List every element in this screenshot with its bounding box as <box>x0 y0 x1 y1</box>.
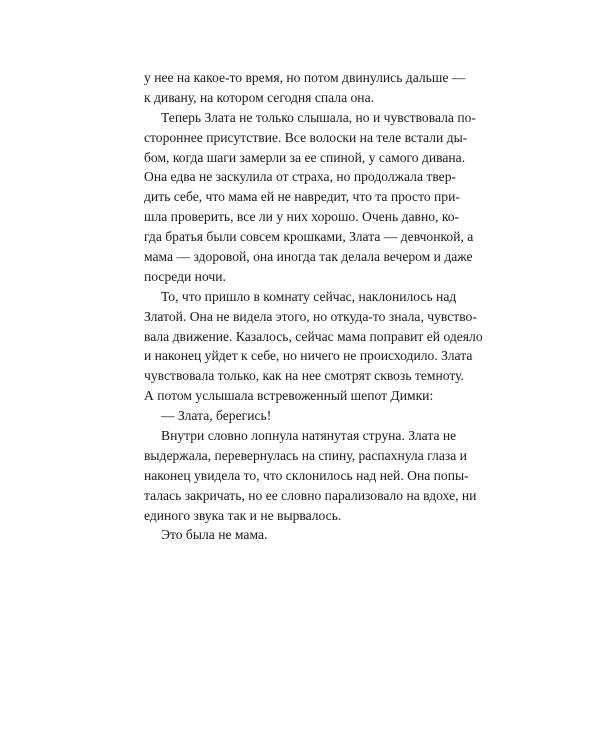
text-line: дить себе, что мама ей не навредит, что та просто при- <box>144 189 460 205</box>
text-line: шла проверить, все ли у них хорошо. Очень давно, ко- <box>144 209 460 225</box>
text-line: мама — здоровой, она иногда так делала вечером и даже <box>144 249 473 265</box>
text-line: талась закричать, но ее словно парализовало на вдохе, ни <box>144 487 477 503</box>
text-line: Внутри словно лопнула натянутая струна. Злата не <box>161 428 457 444</box>
text-line: чувствовала только, как на нее смотрят сквозь темноту. <box>144 368 464 384</box>
text-line: То, что пришло в комнату сейчас, наклонилось над <box>161 288 457 304</box>
text-line: и наконец уйдет к себе, но ничего не происходило. Злата <box>144 348 473 364</box>
text-line: А потом услышала встревоженный шепот Димки: <box>144 388 434 404</box>
text-line: у нее на какое-то время, но потом двинулись дальше — <box>144 70 466 85</box>
text-line: — Злата, берегись! <box>161 408 272 424</box>
text-line: бом, когда шаги замерли за ее спиной, у самого дивана. <box>144 149 466 165</box>
text-line: Это была не мама. <box>161 527 268 543</box>
paragraph-1 <box>144 68 466 108</box>
body-text <box>144 68 483 545</box>
text-line: наконец увидела то, что склонилось над ней. Она попы- <box>144 467 469 483</box>
text-line: Теперь Злата не только слышала, но и чувствовала по- <box>161 109 476 125</box>
text-line: гда братья были совсем крошками, Злата — девчонкой, а <box>144 229 474 245</box>
paragraph-3 <box>144 287 483 406</box>
paragraph-6 <box>144 525 452 545</box>
text-line: стороннее присутствие. Все волоски на теле встали ды- <box>144 129 468 145</box>
paragraph-2 <box>144 108 476 287</box>
text-line: Она едва не заскулила от страха, но продолжала твер- <box>144 169 457 185</box>
text-line: единого звука так и не вырвалось. <box>144 507 342 523</box>
text-line: выдержала, перевернулась на спину, распахнула глаза и <box>144 447 467 463</box>
text-line: посреди ночи. <box>144 268 226 284</box>
text-line: вала движение. Казалось, сейчас мама поправит ей одеяло <box>144 328 483 344</box>
text-line: Златой. Она не видела этого, но откуда-то знала, чувство- <box>144 308 477 324</box>
paragraph-4-dialogue <box>144 406 452 426</box>
paragraph-5 <box>144 426 477 525</box>
text-line: к дивану, на котором сегодня спала она. <box>144 89 375 105</box>
